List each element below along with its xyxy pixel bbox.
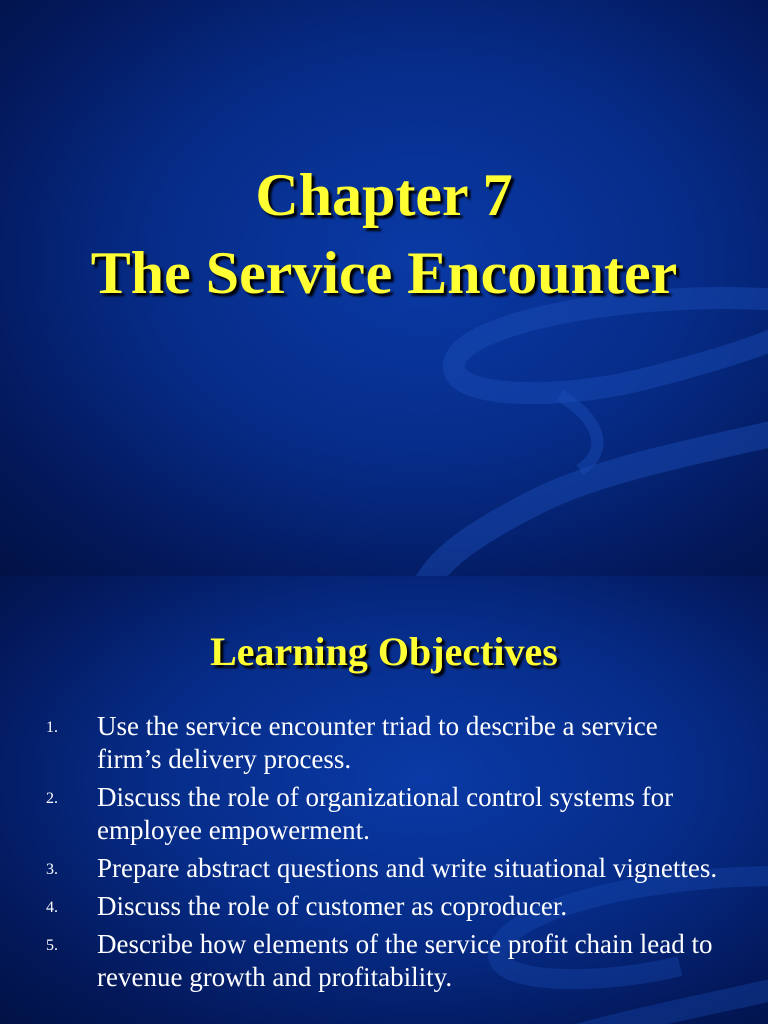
chapter-label: Chapter 7: [255, 162, 513, 228]
list-number: 1.: [46, 719, 58, 736]
list-item: [0, 890, 768, 923]
objective-text: Discuss the role of organizational control systems for employee empowerment.: [97, 782, 674, 845]
list-item: [0, 852, 768, 885]
list-number: 4.: [46, 899, 58, 916]
list-number: 3.: [46, 861, 58, 878]
objectives-list: [0, 710, 768, 999]
list-number: 2.: [46, 790, 58, 807]
objectives-slide: [0, 576, 768, 1024]
slide-title: The Service Encounter: [90, 240, 678, 306]
objective-text: Prepare abstract questions and write situational vignettes.: [97, 853, 718, 883]
objective-text: Use the service encounter triad to describe a service firm’s delivery process.: [97, 711, 658, 774]
objective-text: Discuss the role of customer as coproducer.: [97, 891, 568, 921]
list-item: [0, 781, 768, 847]
list-item: [0, 928, 768, 994]
objective-text: Describe how elements of the service profit chain lead to revenue growth and profitability.: [97, 929, 713, 992]
list-item: [0, 710, 768, 776]
list-number: 5.: [46, 937, 58, 954]
section-heading: Learning Objectives: [210, 629, 558, 674]
